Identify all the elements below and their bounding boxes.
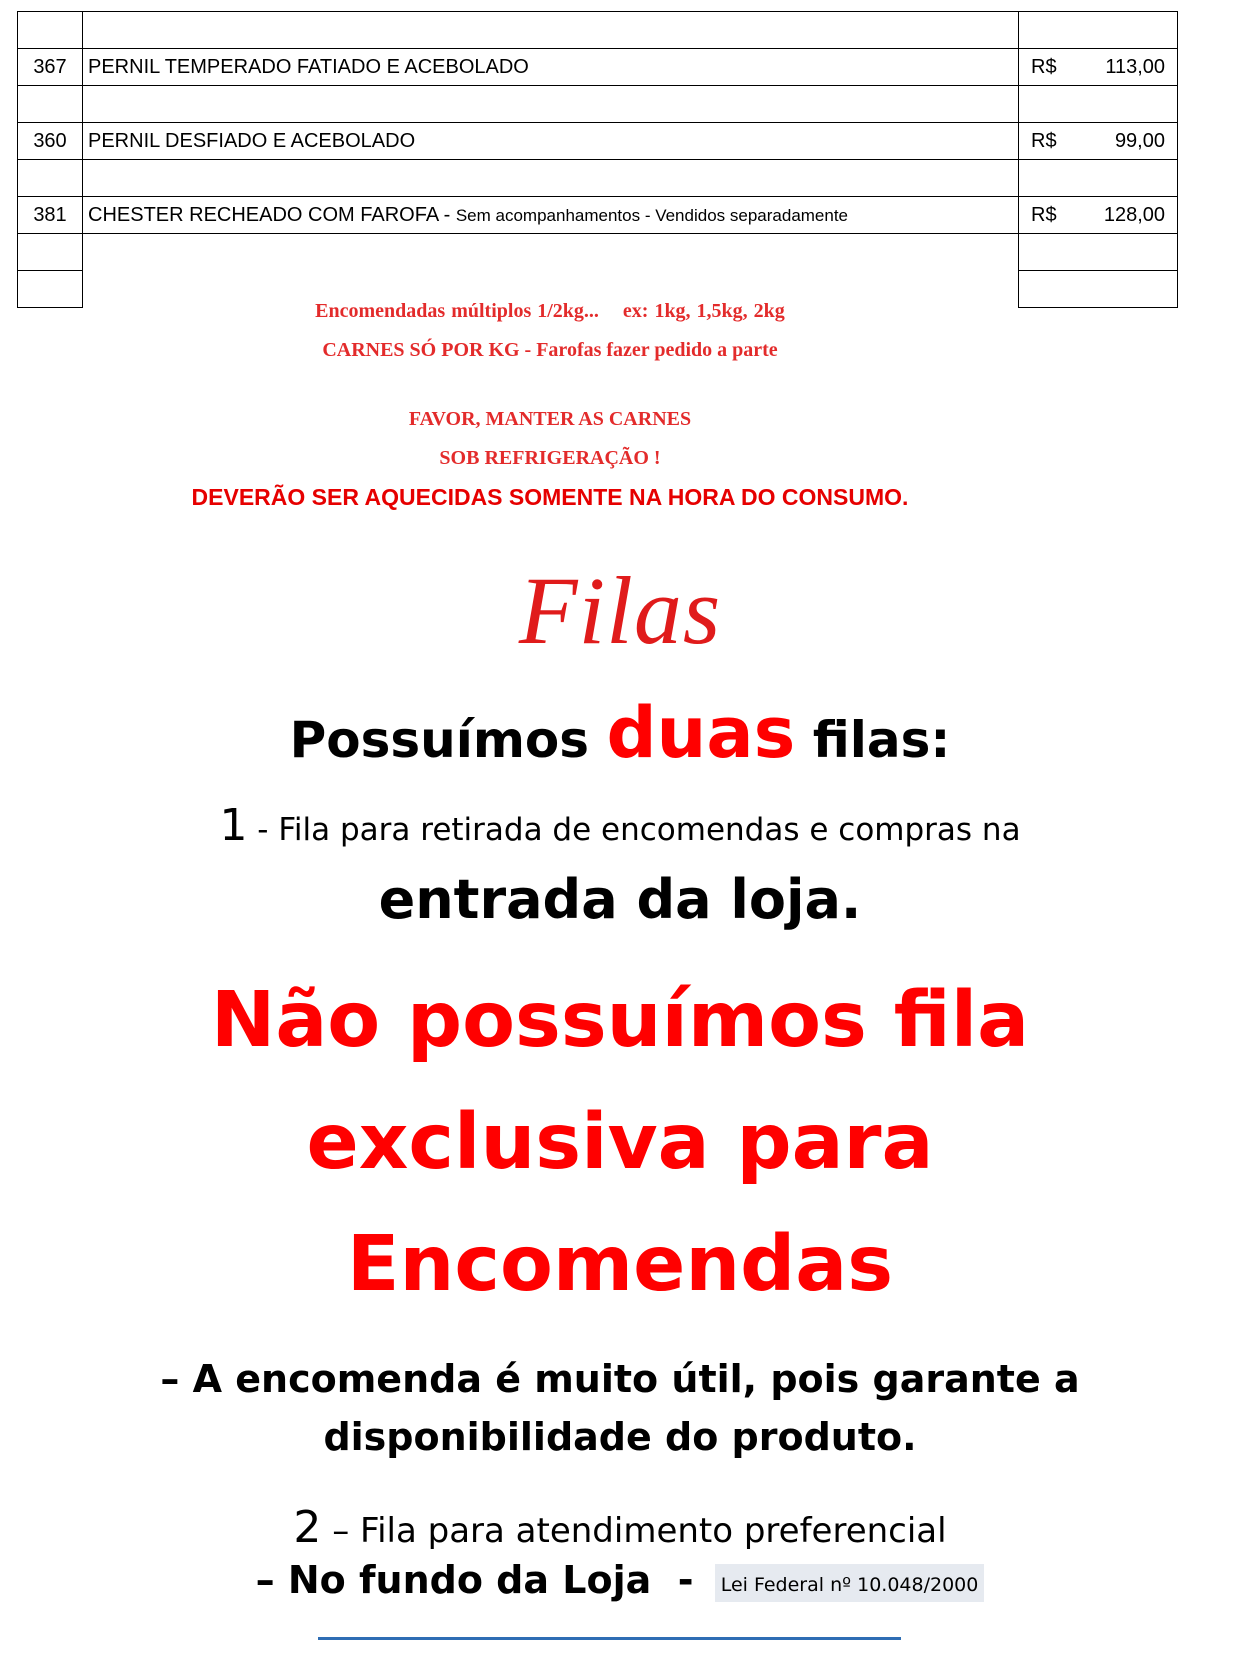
price-cell: [1019, 49, 1178, 86]
table-row: [18, 160, 1178, 197]
queue-1-number: 1: [219, 800, 248, 851]
intro-highlight: duas: [606, 692, 796, 774]
queue-1-text: - Fila para retirada de encomendas e compras na: [247, 812, 1021, 848]
table-row: [18, 49, 1178, 86]
price-table: [17, 11, 1178, 308]
queue-2-location-line: [0, 1558, 1240, 1602]
no-exclusive-line-1: Não possuímos fila: [210, 976, 1030, 1065]
price: 128,00: [1103, 203, 1165, 226]
intro-before: Possuímos: [289, 711, 607, 769]
table-row: [18, 197, 1178, 234]
queue-2-text: – Fila para atendimento preferencial: [321, 1511, 947, 1551]
description-cell: [83, 49, 1019, 86]
price-cell: [1019, 234, 1178, 271]
price-cell: [1019, 123, 1178, 160]
refrigerate-notice-1: FAVOR, MANTER AS CARNES: [408, 408, 692, 430]
description-note: Sem acompanhamentos - Vendidos separadamente: [455, 205, 849, 225]
code-cell: [18, 234, 83, 271]
code-cell: 381: [18, 197, 83, 234]
no-exclusive-line-2: exclusiva para: [306, 1098, 934, 1187]
useful-line-1: – A encomenda é muito útil, pois garante a: [160, 1357, 1080, 1401]
no-exclusive-queue-notice: [0, 960, 1240, 1326]
price-cell: [1019, 86, 1178, 123]
table-row: [18, 12, 1178, 49]
refrigerate-notice-2: SOB REFRIGERAÇÃO !: [439, 447, 661, 469]
code-cell: 367: [18, 49, 83, 86]
bottom-divider: [318, 1637, 901, 1640]
currency: R$: [1031, 55, 1057, 78]
queue-2-number: 2: [293, 1502, 322, 1553]
table-row: [18, 86, 1178, 123]
currency: R$: [1031, 129, 1057, 152]
price-cell: [1019, 197, 1178, 234]
intro-after: filas:: [795, 711, 951, 769]
order-useful-note: [0, 1350, 1240, 1466]
two-queues-heading: [0, 692, 1240, 774]
code-cell: 360: [18, 123, 83, 160]
price: 99,00: [1114, 129, 1165, 152]
queue-2-location: – No fundo da Loja -: [255, 1558, 707, 1602]
description-cell: [83, 12, 1019, 49]
description-text: PERNIL TEMPERADO FATIADO E ACEBOLADO: [88, 55, 529, 78]
currency: R$: [1031, 203, 1057, 226]
price-cell: [1019, 160, 1178, 197]
code-cell: [18, 86, 83, 123]
description-cell: [83, 86, 1019, 123]
table-row: [18, 123, 1178, 160]
table-row: [18, 234, 1178, 271]
queue-1-line: [0, 800, 1240, 851]
heat-notice: DEVERÃO SER AQUECIDAS SOMENTE NA HORA DO CONSUMO.: [191, 484, 909, 510]
per-kg-notice: CARNES SÓ POR KG - Farofas fazer pedido a parte: [322, 339, 778, 361]
queue-1-location: entrada da loja.: [378, 868, 862, 931]
description-cell: [83, 123, 1019, 160]
queue-2-line: [0, 1502, 1240, 1553]
queues-title: Filas: [518, 557, 722, 664]
code-cell: [18, 160, 83, 197]
code-cell: [18, 12, 83, 49]
law-reference: Lei Federal nº 10.048/2000: [715, 1564, 985, 1602]
multiples-notice: Encomendadas múltiplos 1/2kg... ex: 1kg, 1,5kg, 2kg: [315, 300, 785, 322]
useful-line-2: disponibilidade do produto.: [323, 1415, 917, 1459]
description-cell: [83, 234, 1019, 271]
description-text: CHESTER RECHEADO COM FAROFA -: [88, 203, 456, 226]
no-exclusive-line-3: Encomendas: [346, 1220, 894, 1309]
price-cell: [1019, 12, 1178, 49]
price: 113,00: [1105, 55, 1165, 78]
description-cell: [83, 197, 1019, 234]
description-text: PERNIL DESFIADO E ACEBOLADO: [88, 129, 416, 152]
description-cell: [83, 160, 1019, 197]
